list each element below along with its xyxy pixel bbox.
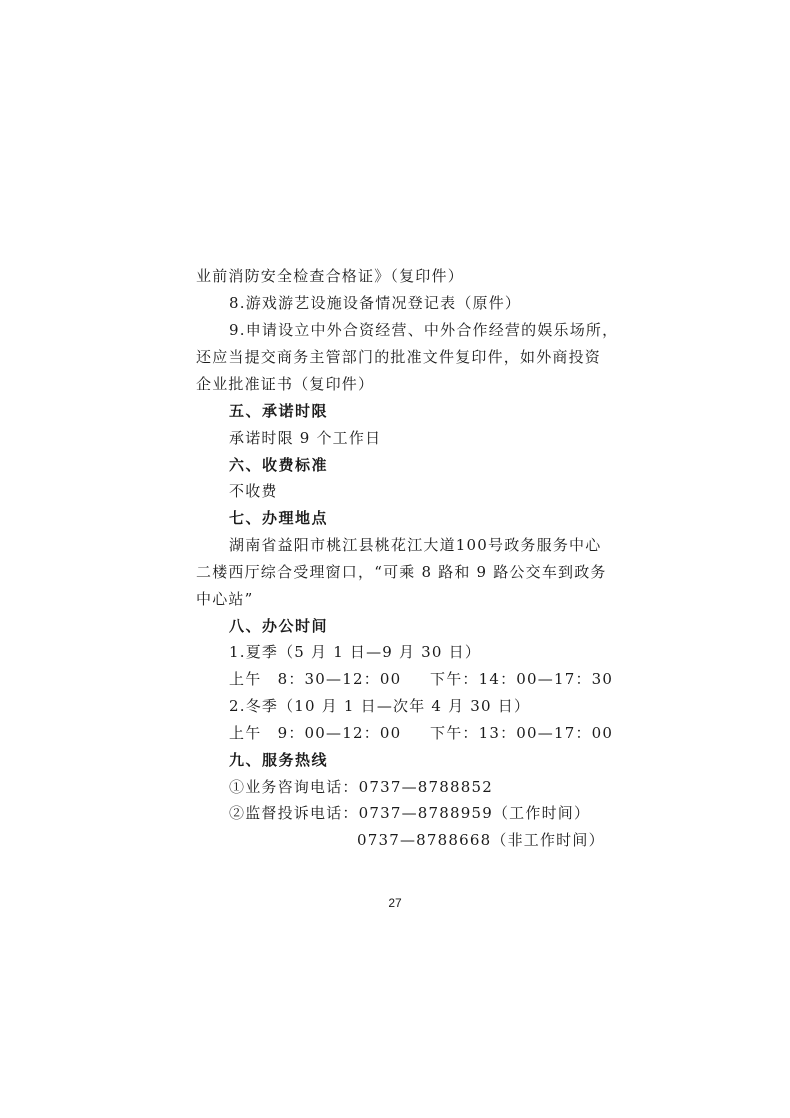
section-9-heading: 九、服务热线	[229, 751, 329, 769]
complaint-hotline-off-hours: 0737—8788668（非工作时间）	[357, 831, 605, 849]
section-7-address-line-1: 湖南省益阳市桃江县桃花江大道100号政务服务中心	[229, 536, 602, 554]
summer-title: 1.夏季（5 月 1 日—9 月 30 日）	[229, 643, 482, 661]
item-8: 8.游戏游艺设施设备情况登记表（原件）	[229, 294, 522, 312]
section-7-address-line-3: 中心站”	[196, 590, 254, 608]
section-7-address-line-2: 二楼西厅综合受理窗口，“可乘 8 路和 9 路公交车到政务	[196, 563, 607, 581]
winter-morning-hours: 上午 9：00—12：00	[229, 724, 402, 742]
item-7-continuation: 业前消防安全检查合格证》（复印件）	[196, 267, 464, 285]
item-9-line-2: 还应当提交商务主管部门的批准文件复印件，如外商投资	[196, 348, 602, 366]
winter-afternoon-hours: 下午：13：00—17：00	[430, 724, 614, 742]
section-6-heading: 六、收费标准	[229, 456, 329, 474]
section-6-body: 不收费	[229, 482, 278, 500]
winter-title: 2.冬季（10 月 1 日—次年 4 月 30 日）	[229, 697, 531, 715]
section-5-heading: 五、承诺时限	[229, 402, 329, 420]
item-9-line-1: 9.申请设立中外合资经营、中外合作经营的娱乐场所，	[229, 321, 619, 339]
complaint-hotline: ②监督投诉电话：0737—8788959（工作时间）	[229, 804, 591, 822]
summer-morning-hours: 上午 8：30—12：00	[229, 670, 402, 688]
summer-afternoon-hours: 下午：14：00—17：30	[430, 670, 614, 688]
page-number: 27	[388, 896, 402, 910]
section-8-heading: 八、办公时间	[229, 617, 329, 635]
consult-hotline: ①业务咨询电话：0737—8788852	[229, 778, 493, 796]
section-5-body: 承诺时限 9 个工作日	[229, 429, 382, 447]
item-9-line-3: 企业批准证书（复印件）	[196, 375, 375, 393]
section-7-heading: 七、办理地点	[229, 509, 329, 527]
